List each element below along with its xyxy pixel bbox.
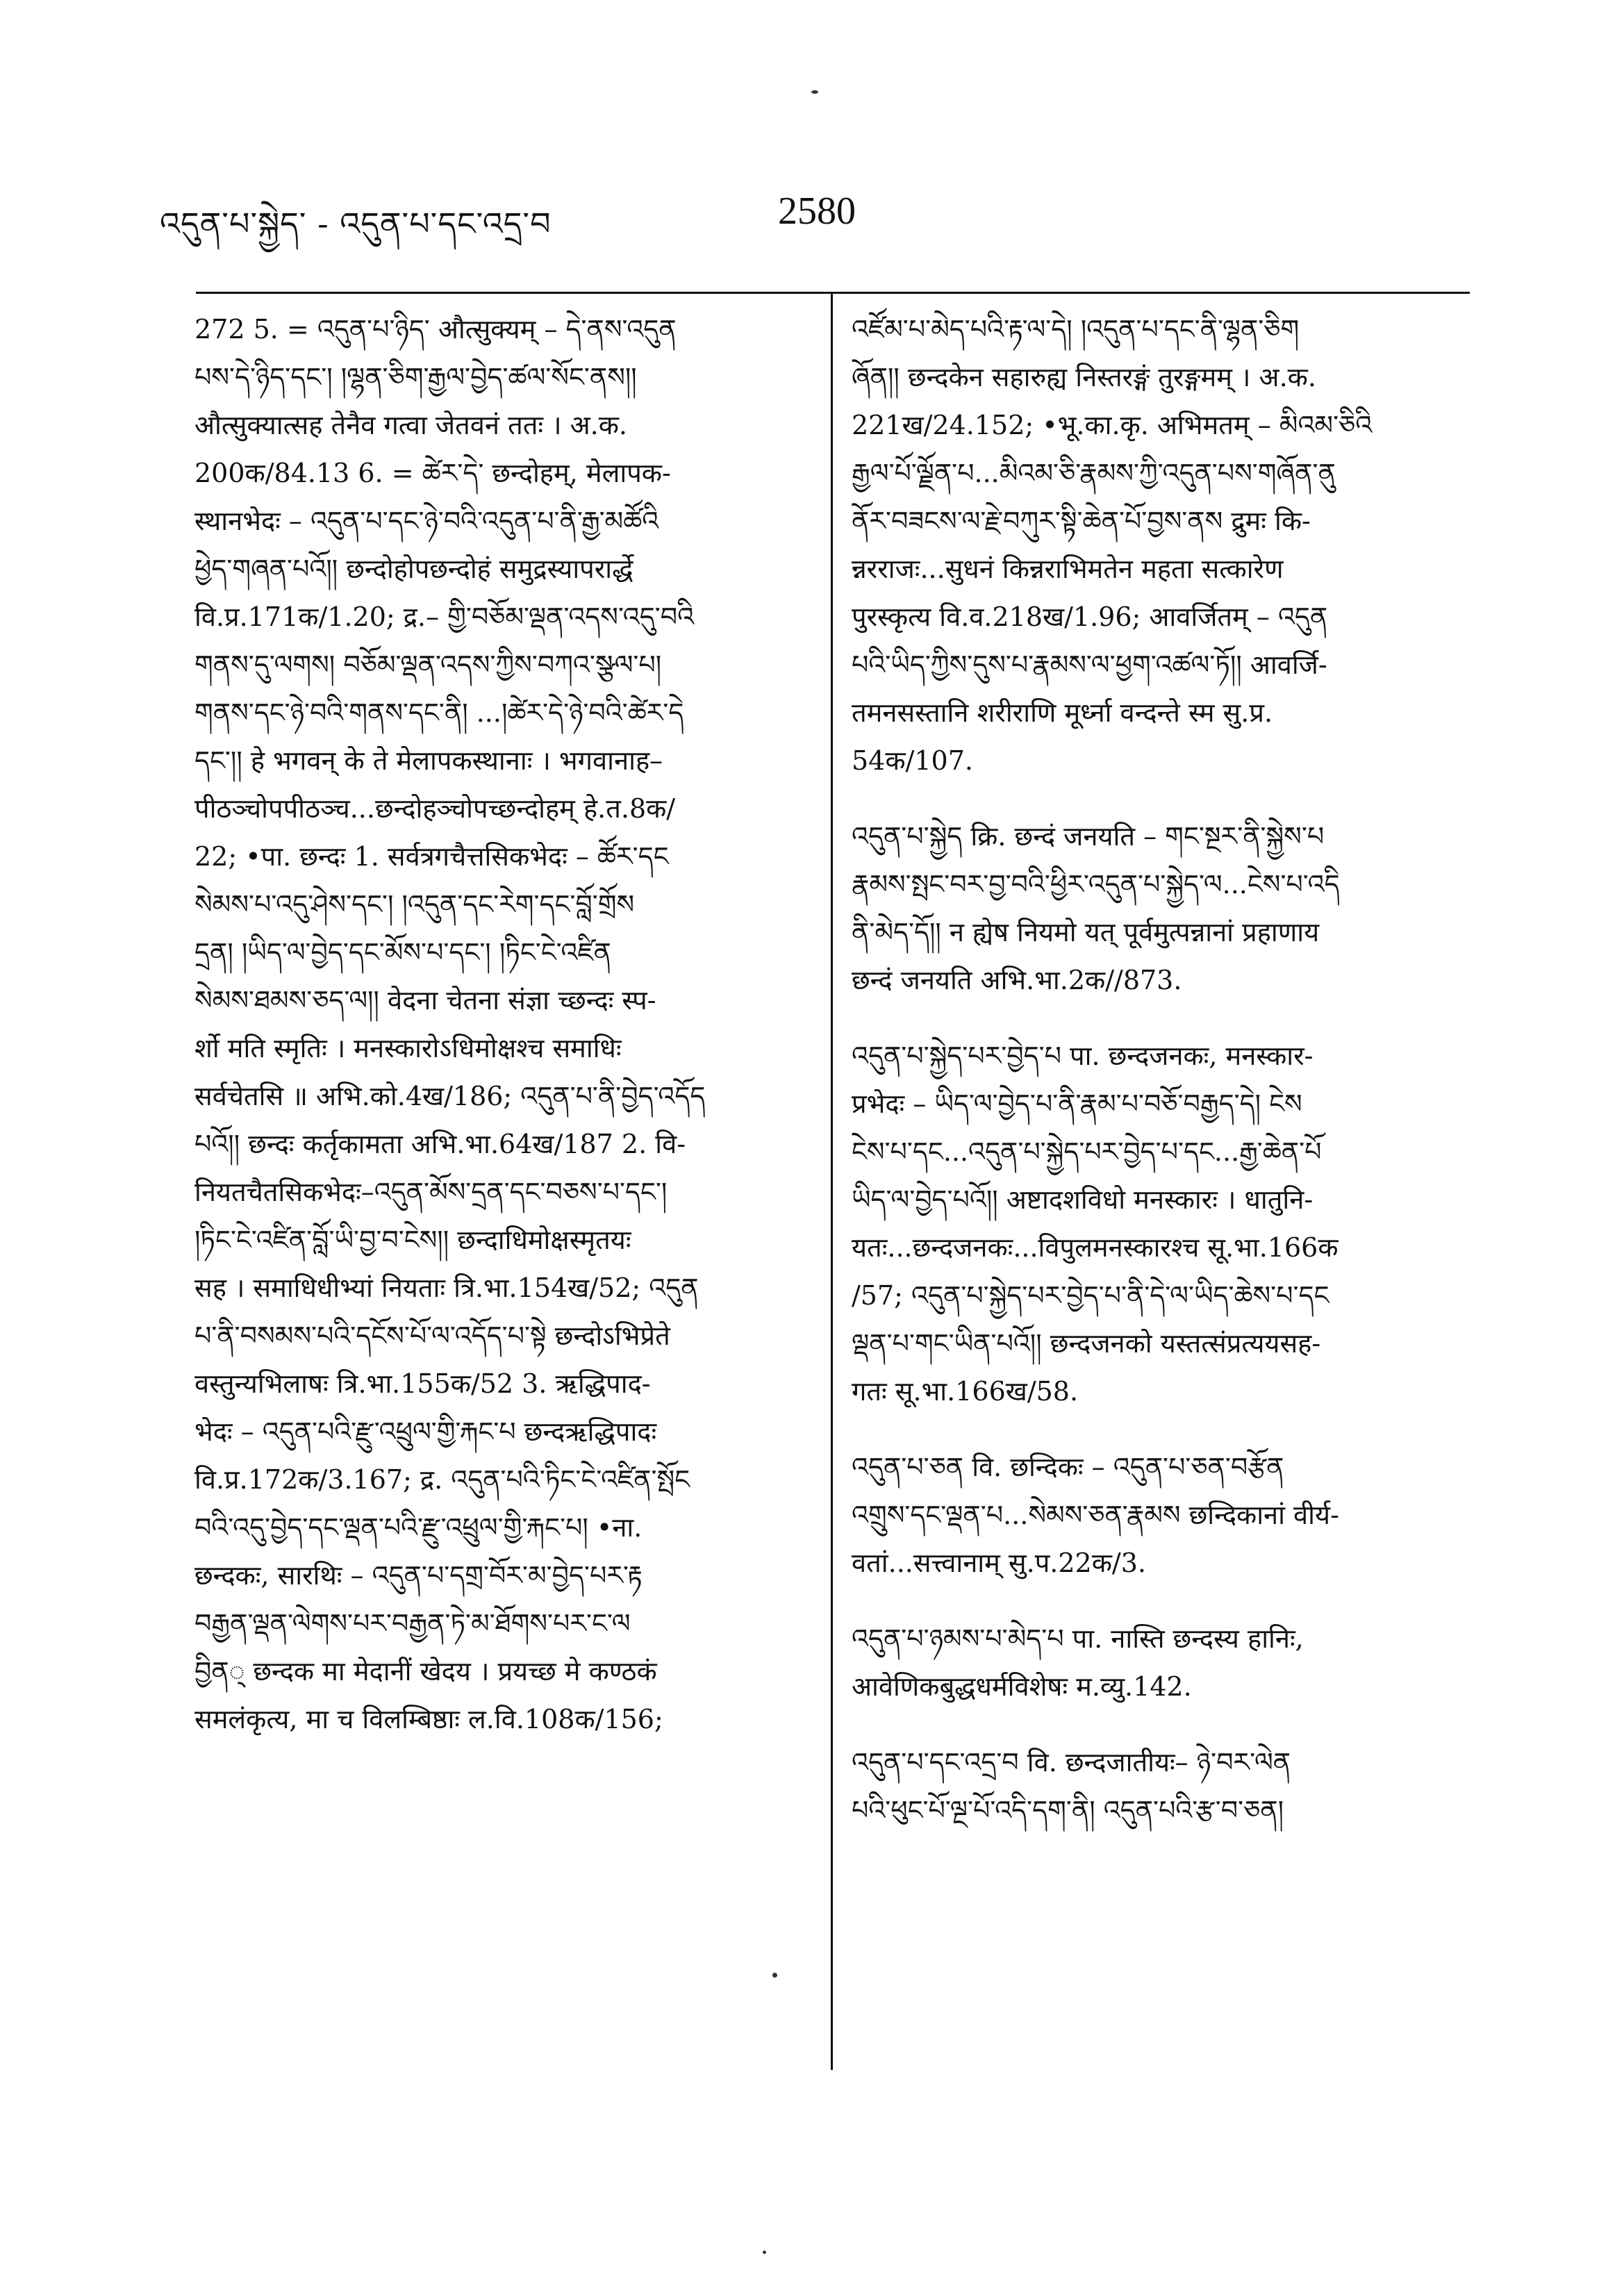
headword-line: འདུན་པ་ཉམས་པ་མེད་པ पा. नास्ति छन्दस्य हानिः, — [852, 1623, 1304, 1654]
text-line: གནས་དང་ཉེ་བའི་གནས་དང་ནི། ...།ཚེར་དེ་ཉེ་བའི་ཚེར་དེ — [194, 697, 684, 728]
text-line: वतां...सत्त्वानाम् सु.प.22क/3. — [852, 1548, 1146, 1578]
left-column — [194, 306, 806, 1744]
text-line: རྒྱལ་པོ་ལྗོན་པ...མིའམ་ཅི་རྣམས་ཀྱི་འདུན་པས་གཞོན་ནུ — [852, 458, 1336, 488]
text-line: 54क/107. — [852, 745, 973, 776]
text-line: प्रभेदः – ཡིད་ལ་བྱེད་པ་ནི་རྣམ་པ་བཅོ་བརྒྱད་དེ། ངེས — [852, 1088, 1302, 1119]
text-line: པ་ནི་བསམས་པའི་དངོས་པོ་ལ་འདོད་པ་སྟེ छन्दोऽभिप्रेते — [194, 1320, 670, 1351]
entry-gap — [852, 1711, 1470, 1739]
text-line: स्थानभेदः – འདུན་པ་དང་ཉེ་བའི་འདུན་པ་ནི་རྒྱ་མཚོའི — [194, 506, 659, 536]
right-column — [852, 306, 1470, 1834]
headword-line: འདུན་པ་ཅན वि. छन्दिकः – འདུན་པ་ཅན་བརྩོན — [852, 1452, 1284, 1482]
text-line: वस्तुन्यभिलाषः त्रि.भा.155क/52 3. ऋद्धिपाद- — [194, 1368, 651, 1399]
column-divider — [831, 292, 833, 2070]
text-line: བརྒྱན་ལྡན་ལེགས་པར་བརྒྱན་ཏེ་མ་ཐོགས་པར་ང་ལ — [194, 1608, 631, 1639]
text-line: 22; •पा. छन्दः 1. सर्वत्रगचैत्तसिकभेदः – ཚོར་དང — [194, 841, 669, 872]
text-line: ལྡན་པ་གང་ཡིན་པའོ།། छन्दजनको यस्तत्संप्रत्ययसह- — [852, 1328, 1321, 1359]
text-line: འགྲུས་དང་ལྡན་པ...སེམས་ཅན་རྣམས छन्दिकानां वीर्य- — [852, 1500, 1339, 1530]
text-line: པའོ།། छन्दः कर्तृकामता अभि.भा.64ख/187 2. वि- — [194, 1129, 686, 1159]
text-line: /57; འདུན་པ་སྐྱེད་པར་བྱེད་པ་ནི་དེ་ལ་ཡིད་ཆེས་པ་དང — [852, 1280, 1329, 1311]
text-line: छन्दं जनयति अभि.भा.2क//873. — [852, 965, 1182, 995]
text-line: 221ख/24.152; •भू.का.कृ. अभिमतम् – མིའམ་ཅིའི — [852, 410, 1373, 440]
headword-line: འདུན་པ་སྐྱེད་པར་བྱེད་པ पा. छन्दजनकः, मनस्कार- — [852, 1041, 1314, 1071]
headword-line: འདུན་པ་སྐྱེད क्रि. छन्दं जनयति – གང་སྔར་ནི་སྐྱེས་པ — [852, 821, 1325, 852]
text-line: ནི་མེད་དོ།། न ह्येष नियमो यत् पूर्वमुत्पन्नानां प्रहाणाय — [852, 917, 1320, 947]
text-line: སེམས་པ་འདུ་ཤེས་དང་། །འདུན་དང་རེག་དང་བློ་གྲོས — [194, 889, 635, 920]
header-rule — [196, 292, 1470, 294]
entry-gap — [852, 1587, 1470, 1615]
entry-gap — [852, 1416, 1470, 1443]
entry-gap — [852, 1004, 1470, 1032]
text-line: པས་དེ་ཉིད་དང་། །ལྷན་ཅིག་རྒྱལ་བྱེད་ཚལ་སོང་ནས།། — [194, 362, 637, 392]
text-line: ཕྱེད་གཞན་པའོ།། छन्दोहोपछन्दोहं समुद्रस्यापरार्द्धे — [194, 554, 633, 584]
text-line: གནས་དུ་ལགས། བཅོམ་ལྡན་འདས་ཀྱིས་བཀའ་སྩལ་པ། — [194, 649, 662, 680]
text-line: པའི་ཡིད་ཀྱིས་དུས་པ་རྣམས་ལ་ཕྱག་འཚལ་ཏོ།། आवर्जि- — [852, 649, 1327, 680]
text-line: དང་།། हे भगवन् के ते मेलापकस्थानाः । भगवानाह– — [194, 745, 663, 776]
entry-gap — [852, 785, 1470, 813]
text-line: ངེས་པ་དང...འདུན་པ་སྐྱེད་པར་བྱེད་པ་དང...རྒྱ་ཆེན་པོ — [852, 1136, 1322, 1167]
entry — [852, 1739, 1470, 1834]
text-line: छन्दकः, सारथिः – འདུན་པ་དགྲ་བོར་མ་བྱེད་པར་རྟ — [194, 1560, 643, 1591]
scan-speck — [772, 1973, 777, 1978]
text-line: པའི་ཕུང་པོ་ལྔ་པོ་འདི་དག་ནི། འདུན་པའི་རྩ་བ་ཅན། — [852, 1795, 1284, 1825]
text-line: पीठञ्चोपपीठञ्च...छन्दोहञ्चोपच्छन्दोहम् हे.त.8क/ — [194, 793, 676, 824]
text-line: भेदः – འདུན་པའི་རྫུ་འཕྲུལ་གྱི་རྐང་པ छन्दऋद्धिपादः — [194, 1416, 657, 1447]
entry — [852, 1443, 1470, 1587]
text-line: यतः...छन्दजनकः...विपुलमनस्कारश्च सू.भा.166क — [852, 1232, 1339, 1263]
text-line: र्शो मति स्मृतिः । मनस्कारोऽधिमोक्षश्च समाधिः — [194, 1033, 622, 1063]
text-line: 272 5. = འདུན་པ་ཉིད་ औत्सुक्यम् – དེ་ནས་འདུན — [194, 314, 677, 345]
text-line: བའི་འདུ་བྱེད་དང་ལྡན་པའི་རྫུ་འཕྲུལ་གྱི་རྐང་པ། •ना. — [194, 1512, 643, 1543]
headword-line: འདུན་པ་དང་འདྲ་བ वि. छन्दजातीयः– ཉེ་བར་ལེན — [852, 1747, 1291, 1778]
text-line: དྲན། །ཡིད་ལ་བྱེད་དང་མོས་པ་དང་། །ཏིང་ངེ་འཛིན — [194, 937, 611, 968]
text-line: नियतचैतसिकभेदः–འདུན་མོས་དྲན་དང་བཅས་པ་དང་། — [194, 1177, 668, 1207]
scan-speck — [763, 2251, 766, 2254]
text-line: समलंकृत्य, मा च विलम्बिष्ठाः ल.वि.108क/156; — [194, 1704, 663, 1734]
text-line: ཞོན།། छन्दकेन सहारुह्य निस्तरङ्गं तुरङ्गमम् । अ.क. — [852, 362, 1316, 392]
text-line: आवेणिकबुद्धधर्मविशेषः म.व्यु.142. — [852, 1671, 1192, 1702]
text-line: འཛོམ་པ་མེད་པའི་རྟ་ལ་དེ། །འདུན་པ་དང་ནི་ལྷན་ཅིག — [852, 314, 1300, 345]
entry — [852, 1032, 1470, 1416]
entry — [852, 306, 1470, 785]
text-line: सह । समाधिधीभ्यां नियताः त्रि.भा.154ख/52; འདུན — [194, 1273, 699, 1303]
scan-speck — [811, 90, 818, 94]
text-line: 200क/84.13 6. = ཚེར་དེ་ छन्दोहम्, मेलापक- — [194, 458, 671, 488]
text-line: सर्वचेतसि ॥ अभि.को.4ख/186; འདུན་པ་ནི་བྱེད་འདོད — [194, 1081, 706, 1111]
text-line: སེམས་ཐམས་ཅད་ལ།། वेदना चेतना संज्ञा च्छन्दः स्प- — [194, 985, 656, 1016]
entry — [852, 813, 1470, 1004]
text-line: वि.प्र.171क/1.20; द्र.– གྱི་བཅོམ་ལྡན་འདས་འདུ་བའི — [194, 602, 695, 632]
text-line: तमनसस्तानि शरीराणि मूर्ध्ना वन्दन्ते स्म सु.प्र. — [852, 697, 1273, 728]
running-head: འདུན་པ་སྐྱེད་ - འདུན་པ་དང་འདྲ་བ — [160, 205, 552, 242]
text-line: རྣམས་སྤང་བར་བྱ་བའི་ཕྱིར་འདུན་པ་སྐྱེད་ལ...ངེས་པ་འདི — [852, 869, 1340, 900]
text-line: औत्सुक्यात्सह तेनैव गत्वा जेतवनं ततः । अ.क. — [194, 410, 628, 440]
text-line: वि.प्र.172क/3.167; द्र. འདུན་པའི་ཏིང་ངེ་འཛིན་སྤོང — [194, 1464, 690, 1495]
page-number: 2580 — [778, 190, 856, 233]
text-line: ནོར་བཟངས་ལ་རྗེ་བཀུར་སྟི་ཆེན་པོ་བྱས་ནས द्रुमः कि- — [852, 506, 1311, 536]
text-line: །ཏིང་ངེ་འཛིན་བློ་ཡི་བྱ་བ་ངེས།། छन्दाधिमोक्षस्मृतयः — [194, 1225, 631, 1255]
text-line: བྱིན् छन्दक मा मेदानीं खेदय । प्रयच्छ मे कण्ठकं — [194, 1656, 657, 1687]
text-line: पुरस्कृत्य वि.व.218ख/1.96; आवर्जितम् – འདུན — [852, 602, 1328, 632]
text-line: गतः सू.भा.166ख/58. — [852, 1376, 1079, 1407]
text-line: ཡིད་ལ་བྱེད་པའོ།། अष्टादशविधो मनस्कारः । धातुनि- — [852, 1184, 1314, 1215]
entry — [852, 1615, 1470, 1711]
text-line: न्नरराजः...सुधनं किन्नराभिमतेन महता सत्कारेण — [852, 554, 1284, 584]
